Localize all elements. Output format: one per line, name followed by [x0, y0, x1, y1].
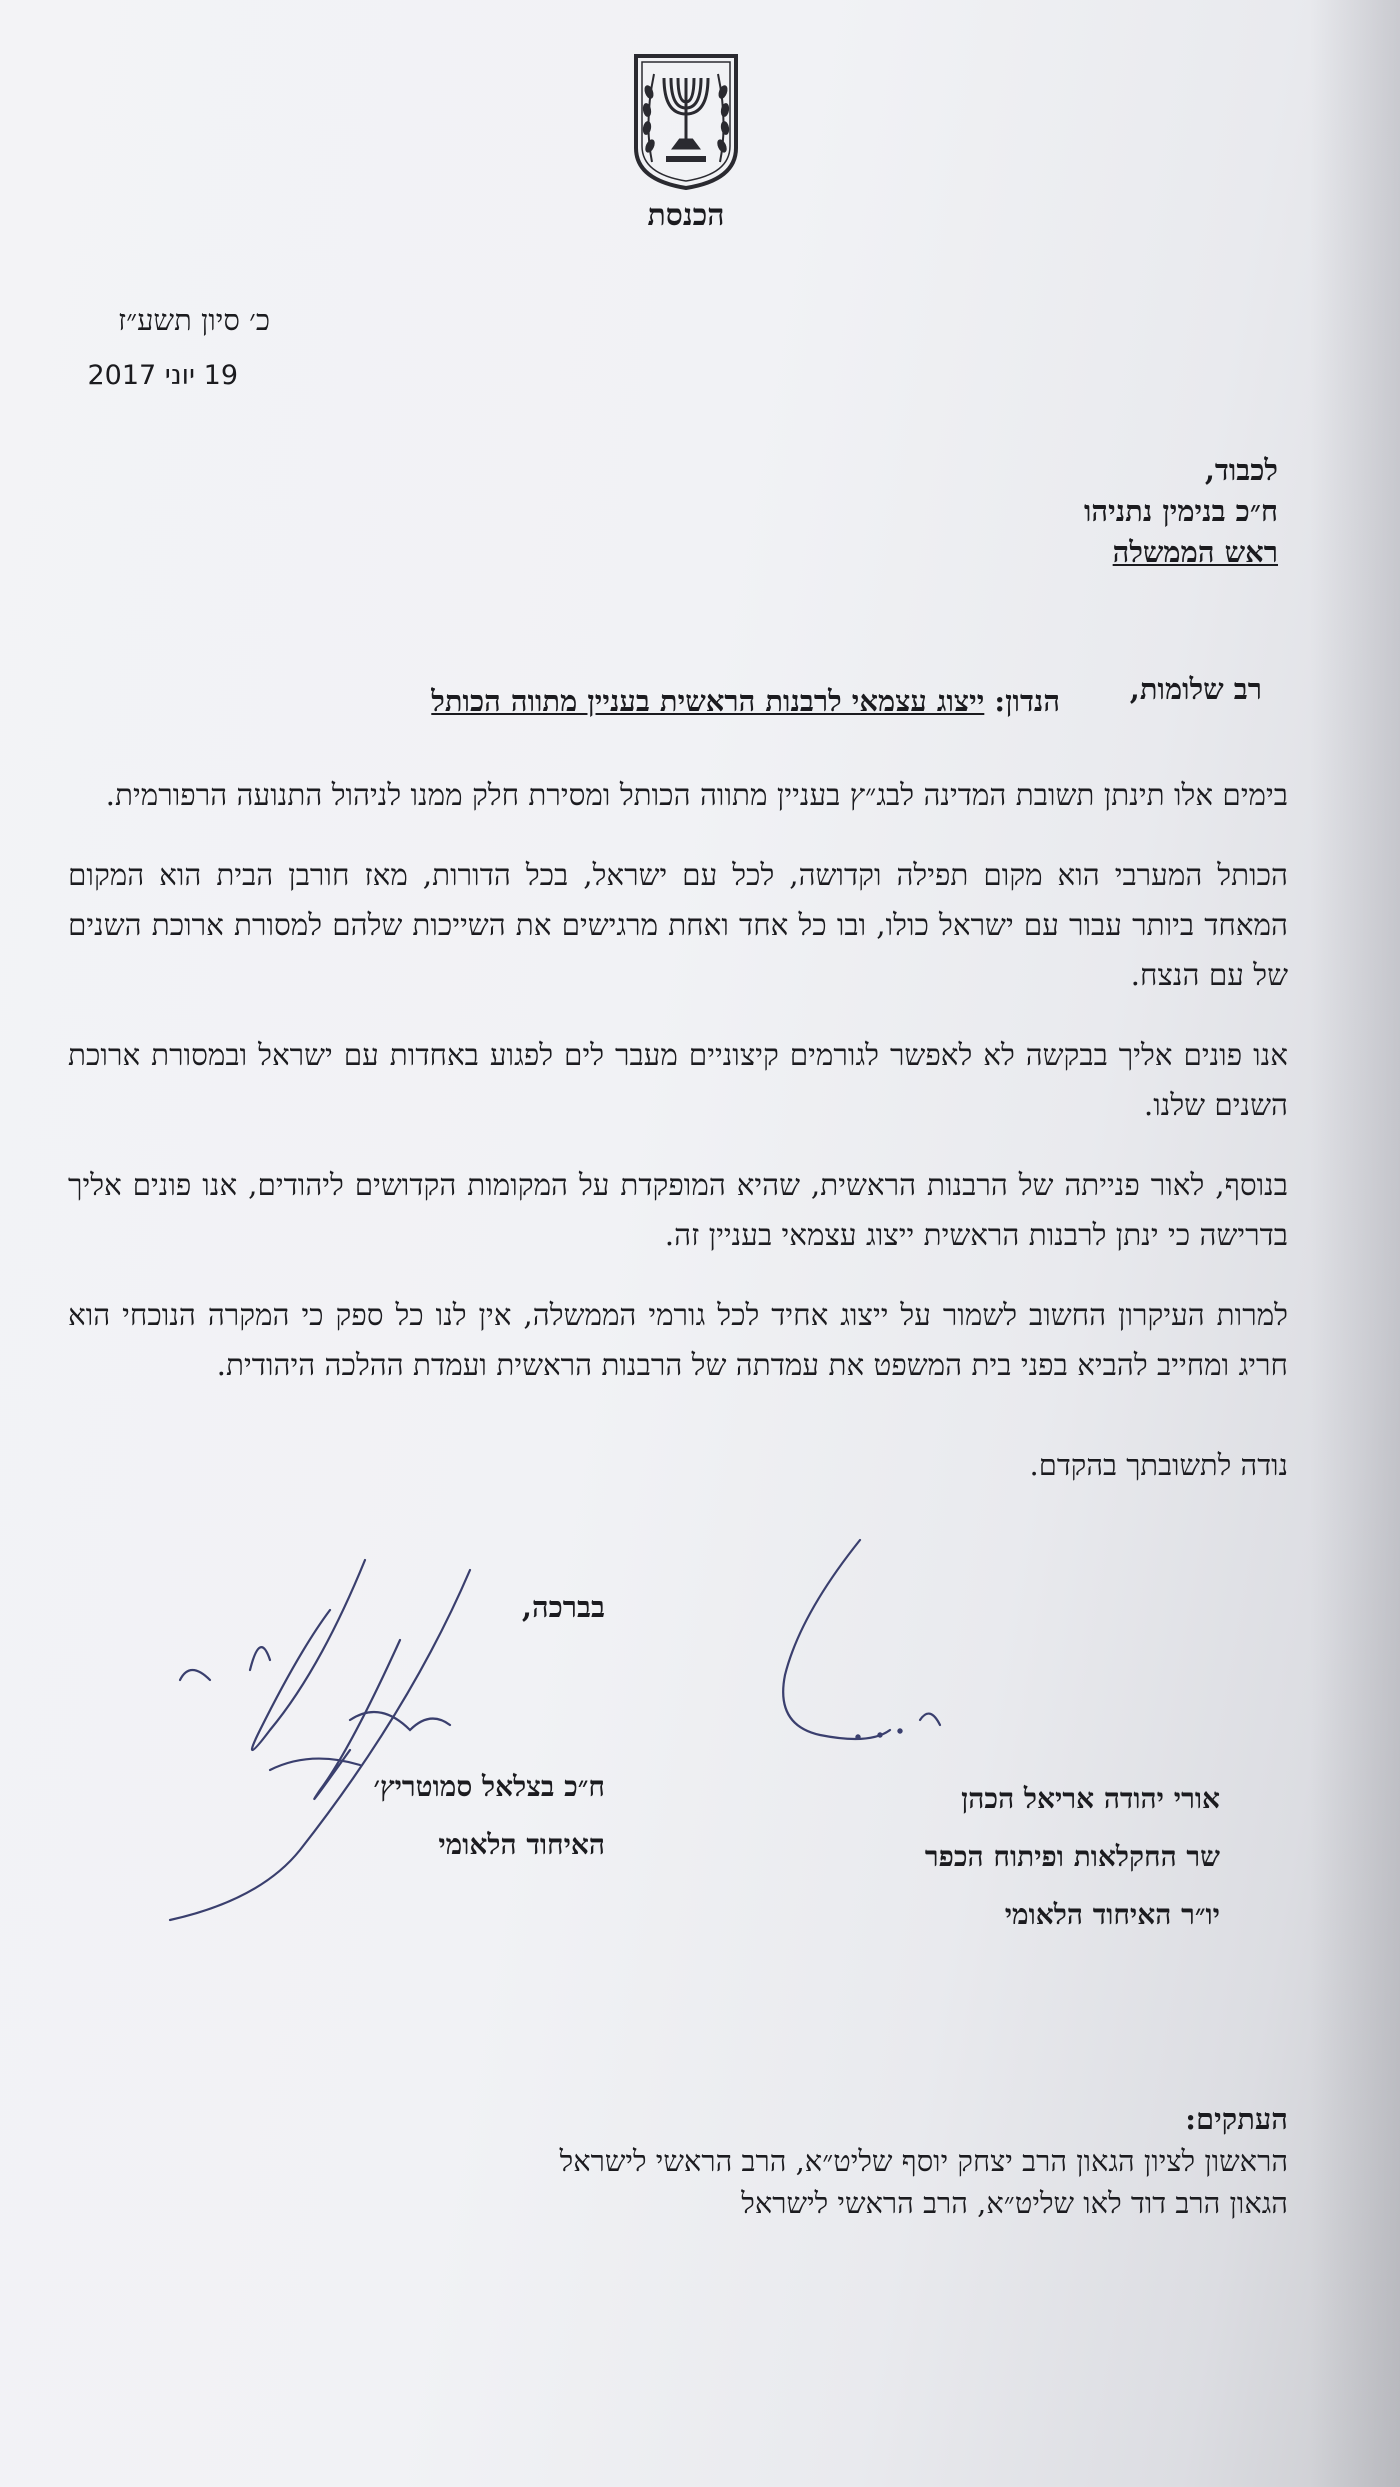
recipient-salutation: לכבוד, [1204, 453, 1278, 487]
signatory-ariel [720, 1770, 1220, 1944]
signatory-name: אורי יהודה אריאל הכהן [961, 1782, 1220, 1815]
signatory-role: יו״ר האיחוד הלאומי [1004, 1898, 1220, 1931]
signatory-role: שר החקלאות ופיתוח הכפר [924, 1840, 1220, 1873]
recipient-name: ח״כ בנימין נתניהו [1084, 494, 1278, 528]
body-paragraph: אנו פונים אליך בבקשה לא לאפשר לגורמים קיצוניים מעבר לים לפגוע באחדות עם ישראל ובמסורת ארוכת השנים שלנו. [68, 1038, 1288, 1122]
signatory-role: האיחוד הלאומי [438, 1828, 605, 1861]
blessing: בברכה, [521, 1590, 605, 1624]
copies-item: הגאון הרב דוד לאו שליט״א, הרב הראשי לישראל [741, 2186, 1288, 2220]
body-paragraph: בנוסף, לאור פנייתה של הרבנות הראשית, שהיא המופקדת על המקומות הקדושים ליהודים, אנו פונים אליך בדרישה כי ינתן לרבנות הראשית ייצוג עצמאי בעניין זה. [68, 1168, 1288, 1252]
copies-item: הראשון לציון הגאון הרב יצחק יוסף שליט״א, הרב הראשי לישראל [559, 2144, 1288, 2178]
copies-title: העתקים: [1185, 2102, 1288, 2136]
institution-name: הכנסת [647, 198, 725, 233]
greeting: רב שלומות, [1129, 672, 1262, 706]
body-paragraph: בימים אלו תינתן תשובת המדינה לבג״ץ בעניין מתווה הכותל ומסירת חלק ממנו לניהול התנועה הרפורמית. [105, 778, 1288, 812]
recipient-title: ראש הממשלה [1112, 535, 1278, 569]
signatory-name: ח״כ בצלאל סמוטריץ׳ [373, 1770, 605, 1803]
letter-body [68, 770, 1288, 1420]
signatory-smotrich [205, 1758, 605, 1874]
subject-label: הנדון: [994, 684, 1060, 718]
body-paragraph: למרות העיקרון החשוב לשמור על ייצוג אחיד לכל גורמי הממשלה, אין לנו כל ספק כי המקרה הנוכחי הוא חריג ומחייב להביא בפני בית המשפט את עמדתה של הרבנות הראשית ועמדת ההלכה היהודית. [68, 1298, 1288, 1382]
subject-line [160, 684, 1060, 719]
menorah-emblem-icon [630, 52, 742, 192]
page-edge-shadow [1310, 0, 1400, 2487]
recipient-block [678, 450, 1278, 573]
body-paragraph: הכותל המערבי הוא מקום תפילה וקדושה, לכל עם ישראל, בכל הדורות, מאז חורבן הבית הוא המקום המאחד ביותר עבור עם ישראל כולו, ובו כל אחד ואחת מרגישים את השייכות שלהם למסורת ארוכת השנים של עם הנצח. [68, 858, 1288, 992]
signature-ariel [740, 1535, 980, 1775]
subject-text: ייצוג עצמאי לרבנות הראשית בעניין מתווה הכותל [431, 684, 985, 718]
gregorian-date: 19 יוני 2017 [87, 360, 238, 391]
hebrew-date: כ׳ סיון תשע״ז [118, 303, 270, 337]
copies-block [288, 2098, 1288, 2224]
closing-line: נודה לתשובתך בהקדם. [1029, 1448, 1288, 1482]
